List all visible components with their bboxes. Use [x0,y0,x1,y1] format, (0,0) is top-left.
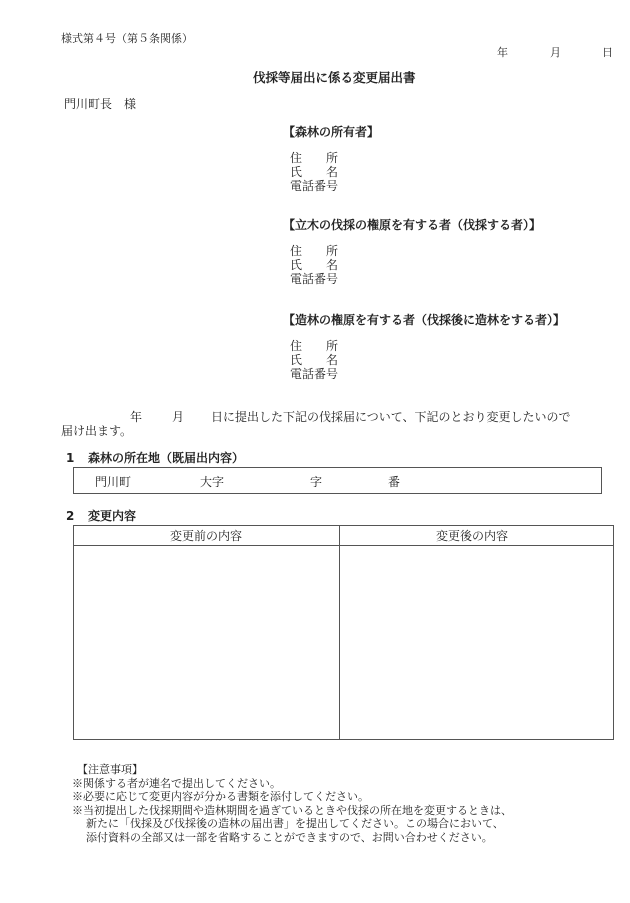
party-fields [290,151,338,193]
phone-label: 電話番号 [290,179,339,193]
name-label: 氏 名 [290,353,339,367]
changes-table [73,525,614,740]
location-town: 門川町 [95,475,132,489]
statement-year: 年 [130,410,143,424]
party-fields [290,339,338,381]
section-number: 1 [66,451,75,465]
after-content-cell[interactable] [341,546,613,739]
note-item: ※必要に応じて変更内容が分かる書類を添付してください。 [72,790,369,803]
party-heading: 【立木の伐採の権原を有する者（伐採する者）】 [283,218,542,232]
location-aza: 字 [310,475,323,489]
name-label: 氏 名 [290,258,339,272]
before-content-cell[interactable] [75,546,338,739]
date-day-label: 日 [602,46,613,59]
section-number: 2 [66,509,75,523]
document-title: 伐採等届出に係る変更届出書 [253,70,416,85]
column-divider [339,526,340,739]
section-title: 変更内容 [88,509,137,523]
statement-month: 月 [172,410,185,424]
statement-text: 日に提出した下記の伐採届について、下記のとおり変更したいので [211,410,571,424]
notes-heading: 【注意事項】 [77,763,143,776]
note-item: 添付資料の全部又は一部を省略することができますので、お問い合わせください。 [86,830,493,844]
note-item: ※関係する者が連名で提出してください。 [72,776,281,790]
addressee: 門川町長 様 [64,97,137,111]
statement-text-line2: 届け出ます。 [61,424,133,438]
column-header-after: 変更後の内容 [436,529,509,543]
name-label: 氏 名 [290,165,339,179]
phone-label: 電話番号 [290,367,339,381]
form-number: 様式第４号（第５条関係） [61,32,193,45]
party-heading: 【造林の権原を有する者（伐採後に造林をする者）】 [283,313,566,327]
section-title: 森林の所在地（既届出内容） [88,451,245,465]
phone-label: 電話番号 [290,272,339,286]
location-ban: 番 [388,475,401,489]
location-oaza: 大字 [200,475,225,489]
address-label: 住 所 [290,339,339,353]
column-header-before: 変更前の内容 [170,529,243,543]
date-month-label: 月 [550,46,561,59]
note-item: ※当初提出した伐採期間や造林期間を過ぎているときや伐採の所在地を変更するときは、 [72,803,512,817]
party-fields [290,244,338,286]
notes [72,763,512,844]
date-year-label: 年 [497,46,508,59]
location-box [73,467,602,494]
note-item: 新たに「伐採及び伐採後の造林の届出書」を提出してください。この場合において、 [86,817,504,830]
party-heading: 【森林の所有者】 [283,125,380,139]
address-label: 住 所 [290,244,339,258]
address-label: 住 所 [290,151,339,165]
